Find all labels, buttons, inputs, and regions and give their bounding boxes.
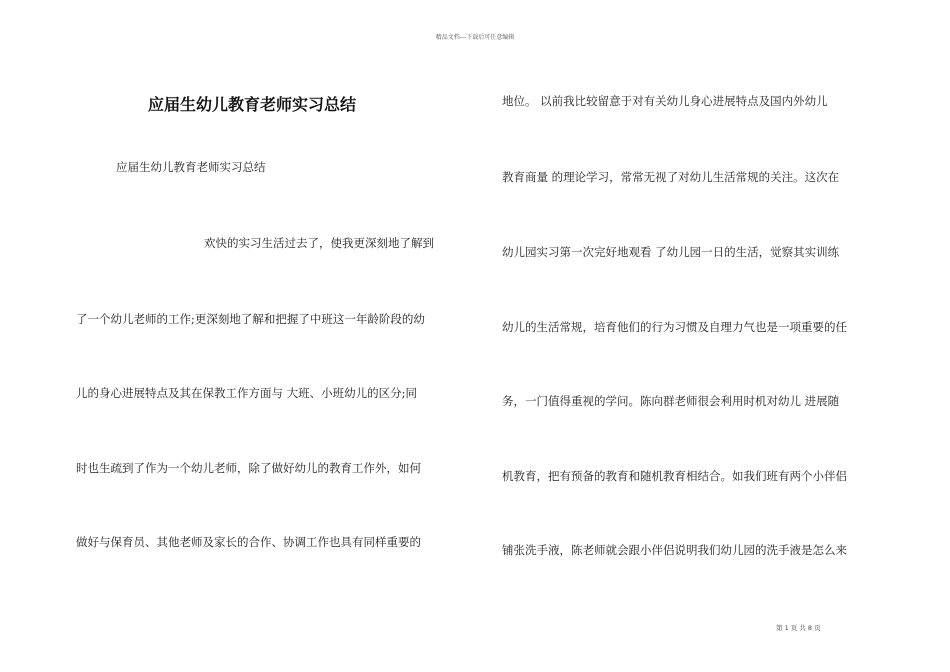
paragraph-line: 教育商量 的理论学习，常常无视了对幼儿生活常规的关注。这次在: [502, 170, 840, 184]
paragraph-line: 地位。 以前我比较留意于对有关幼儿身心进展特点及国内外幼儿: [502, 94, 828, 108]
paragraph-line: 机教育，把有预备的教育和随机教育相结合。如我们班有两个小伴侣: [502, 469, 847, 483]
paragraph-line: 做好与保育员、其他老师及家长的合作、协调工作也具有同样重要的: [76, 535, 421, 549]
paragraph-line: 幼儿园实习第一次完好地观看 了幼儿园一日的生活，觉察其实训练: [502, 245, 840, 259]
paragraph-line: 欢快的实习生活过去了，使我更深刻地了解到: [204, 236, 434, 250]
paragraph-line: 幼儿的生活常规，培育他们的行为习惯及自理力气也是一项重要的任: [502, 320, 847, 334]
document-title: 应届生幼儿教育老师实习总结: [148, 95, 357, 114]
paragraph-line: 铺张洗手液，陈老师就会跟小伴侣说明我们幼儿园的洗手液是怎么来: [502, 543, 847, 557]
paragraph-line: 儿的身心进展特点及其在保教工作方面与 大班、小班幼儿的区分;同: [76, 386, 418, 400]
paragraph-line: 务，一门值得重视的学问。陈向群老师很会利用时机对幼儿 进展随: [502, 394, 840, 408]
paragraph-line: 时也生疏到了作为一个幼儿老师，除了做好幼儿的教育工作外，如何: [76, 461, 421, 475]
page-footer: 第 1 页 共 8 页: [776, 624, 821, 632]
paragraph-line: 了一个幼儿老师的工作;更深刻地了解和把握了中班这一年龄阶段的幼: [76, 312, 425, 326]
subtitle-line: 应届生幼儿教育老师实习总结: [116, 160, 266, 174]
page-header: 精品文档---下载后可任意编辑: [435, 34, 515, 41]
